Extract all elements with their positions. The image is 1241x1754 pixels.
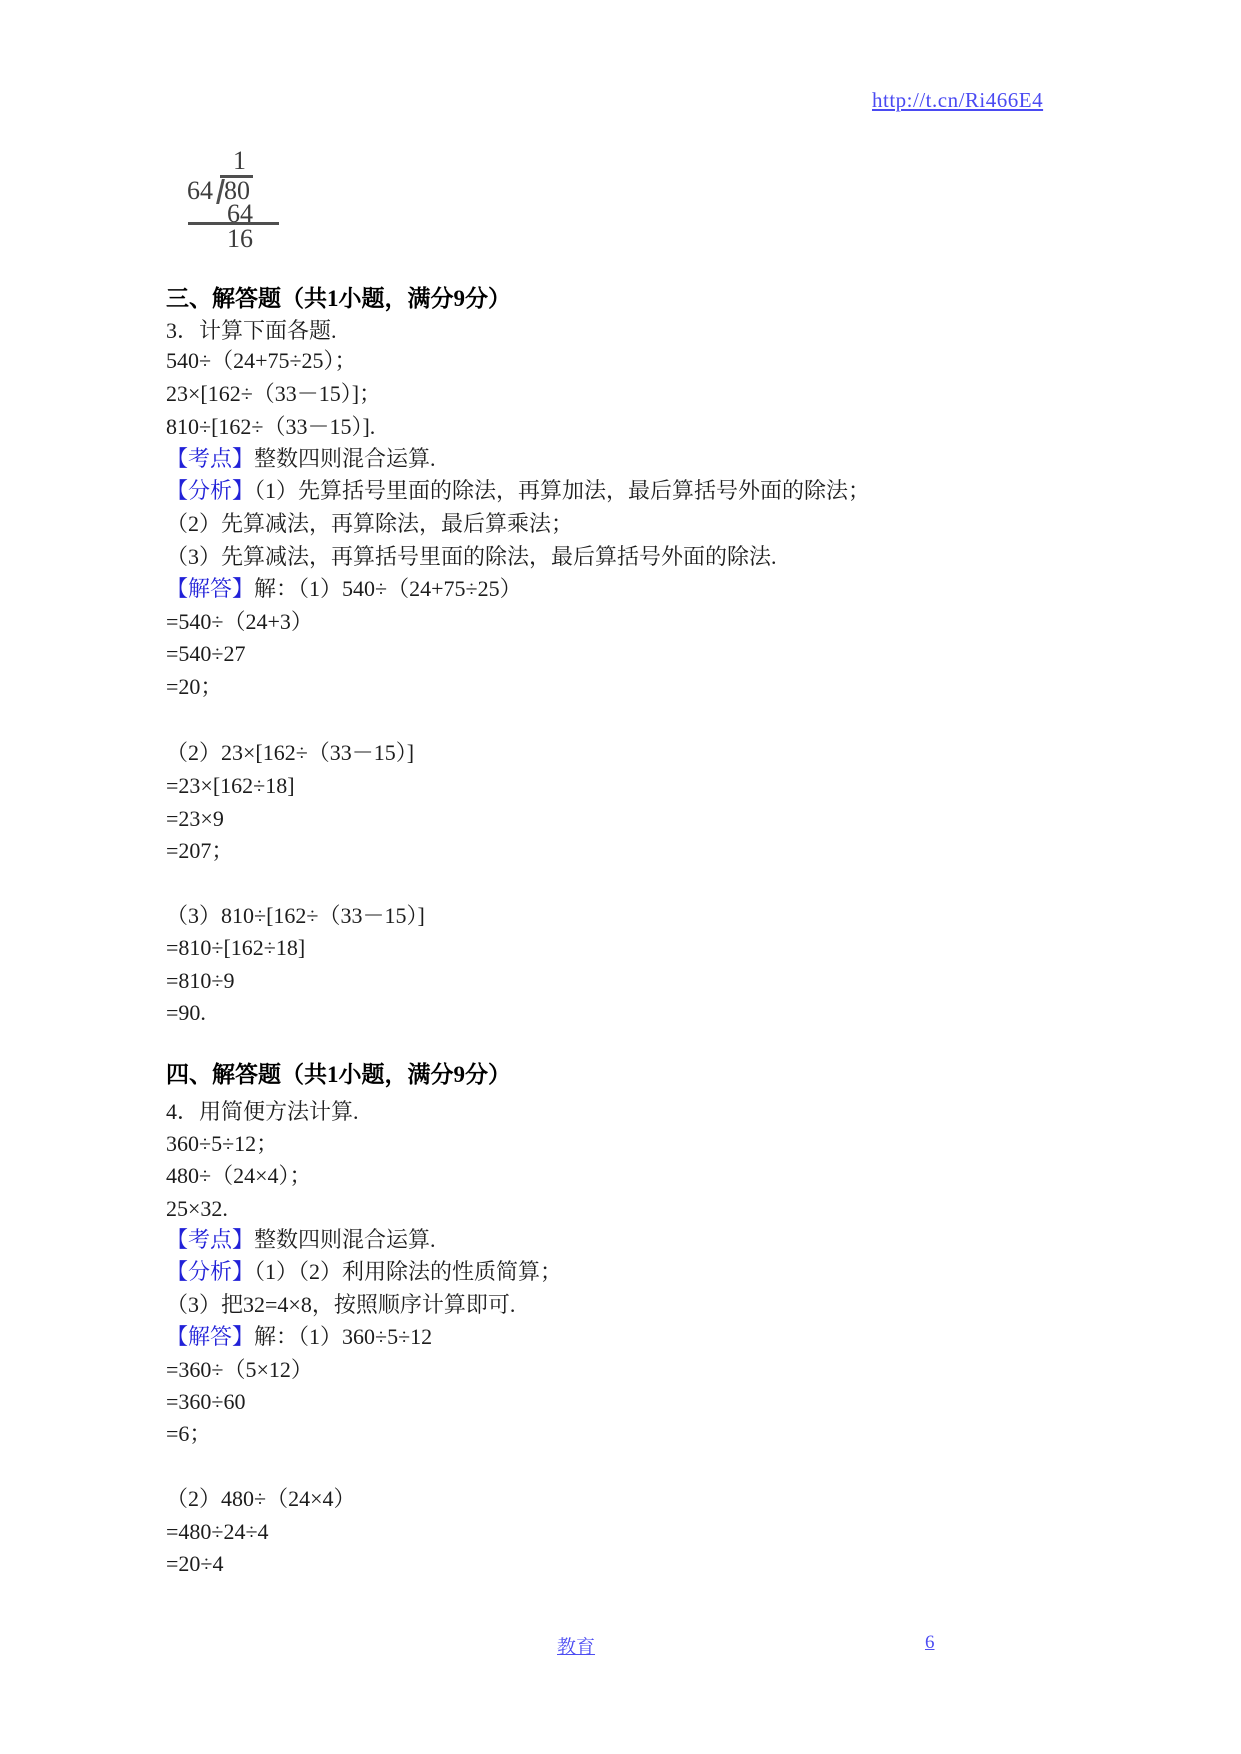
jieda-label: 【解答】	[166, 576, 255, 601]
section4-work1-step1: =360÷（5×12）	[166, 1357, 313, 1382]
kaodian-label: 【考点】	[166, 446, 255, 471]
section3-heading: 三、解答题（共1小题，满分9分）	[166, 286, 511, 311]
section3-jieda-line	[166, 574, 522, 604]
division-product: 64	[227, 199, 253, 228]
section4-jieda-line	[166, 1322, 432, 1352]
section3-work3-step2: =810÷9	[166, 968, 235, 993]
section4-fenxi-line-2: （3）把32=4×8，按照顺序计算即可.	[166, 1292, 516, 1317]
fenxi-label: 【分析】	[166, 1259, 255, 1284]
section3-work1-step3: =20；	[166, 674, 223, 699]
section4-work2-step1: =480÷24÷4	[166, 1519, 269, 1544]
section3-work2-step2: =23×9	[166, 806, 224, 831]
section4-work1-step2: =360÷60	[166, 1389, 246, 1414]
section3-expression-1: 540÷（24+75÷25）；	[166, 348, 357, 373]
kaodian-text: 整数四则混合运算.	[254, 1227, 436, 1252]
section4-kaodian-line	[166, 1225, 436, 1255]
kaodian-label: 【考点】	[166, 1227, 255, 1252]
jieda-text: 解：（1）360÷5÷12	[254, 1324, 433, 1349]
section3-work1-step1: =540÷（24+3）	[166, 609, 313, 634]
fenxi-text-1: （1）先算括号里面的除法，再算加法，最后算括号外面的除法；	[254, 478, 871, 503]
section4-heading: 四、解答题（共1小题，满分9分）	[166, 1062, 511, 1087]
division-remainder: 16	[227, 224, 253, 253]
section4-work1-step3: =6；	[166, 1421, 212, 1446]
section4-expression-2: 480÷（24×4）；	[166, 1163, 312, 1188]
section4-part2-head: （2）480÷（24×4）	[166, 1486, 356, 1511]
jieda-label: 【解答】	[166, 1324, 255, 1349]
section3-problem-intro: 3．计算下面各题.	[166, 318, 337, 343]
section3-fenxi-line-2: （2）先算减法，再算除法，最后算乘法；	[166, 511, 574, 536]
section3-work1-step2: =540÷27	[166, 641, 246, 666]
section3-expression-3: 810÷[162÷（33－15）].	[166, 414, 376, 439]
section3-work2-step1: =23×[162÷18]	[166, 773, 295, 798]
kaodian-text: 整数四则混合运算.	[254, 446, 436, 471]
division-divisor: 64	[187, 176, 213, 205]
section3-kaodian-line	[166, 444, 436, 474]
fenxi-text-1: （1）（2）利用除法的性质简算；	[254, 1259, 563, 1284]
fenxi-label: 【分析】	[166, 478, 255, 503]
section4-work2-step2: =20÷4	[166, 1551, 224, 1576]
header-url-link[interactable]: http://t.cn/Ri466E4	[872, 88, 1044, 112]
section4-expression-3: 25×32.	[166, 1196, 228, 1221]
division-quotient: 1	[233, 146, 246, 175]
section3-part2-head: （2）23×[162÷（33－15）]	[166, 740, 415, 765]
section3-work3-step3: =90.	[166, 1000, 206, 1025]
jieda-text: 解：（1）540÷（24+75÷25）	[254, 576, 522, 601]
section3-work2-step3: =207；	[166, 838, 234, 863]
section3-fenxi-line	[166, 476, 870, 506]
section4-fenxi-line	[166, 1257, 562, 1287]
section3-fenxi-line-3: （3）先算减法，再算括号里面的除法，最后算括号外面的除法.	[166, 544, 777, 569]
footer-site-link[interactable]: 教育	[557, 1637, 596, 1658]
footer-page-number-link[interactable]: 6	[925, 1632, 935, 1653]
section3-part3-head: （3）810÷[162÷（33－15）]	[166, 903, 425, 928]
division-dividend: 80	[220, 175, 253, 204]
section3-work3-step1: =810÷[162÷18]	[166, 935, 306, 960]
long-division-figure	[187, 146, 297, 255]
section4-problem-intro: 4．用简便方法计算.	[166, 1099, 359, 1124]
section4-expression-1: 360÷5÷12；	[166, 1131, 279, 1156]
section3-expression-2: 23×[162÷（33－15）]；	[166, 381, 382, 406]
